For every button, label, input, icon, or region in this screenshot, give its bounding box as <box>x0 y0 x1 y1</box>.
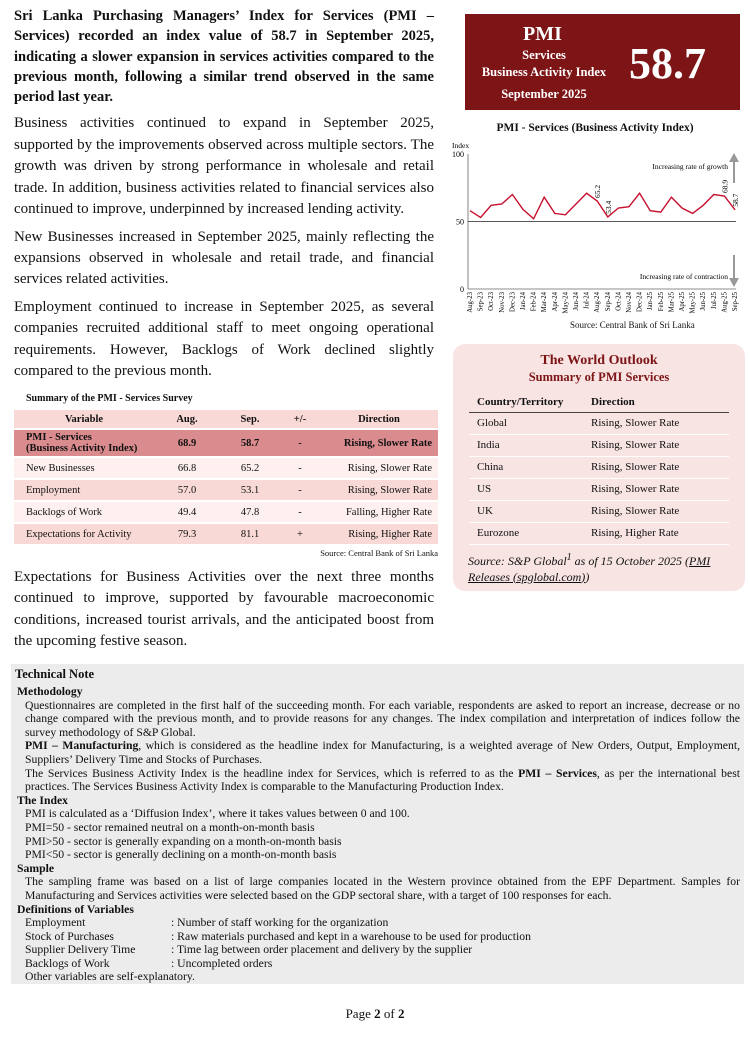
cell-sep: 47.8 <box>220 502 280 522</box>
cell-sep: 53.1 <box>220 480 280 500</box>
definition-desc: : Time lag between order placement and delivery by the supplier <box>171 943 473 957</box>
y-axis-label: Index <box>452 141 470 150</box>
cell-variable: New Businesses <box>14 458 154 478</box>
services-pre: The Services Business Activity Index is the headline index for Services, which is referred to as the <box>25 766 519 780</box>
cell-change: - <box>280 430 320 456</box>
cell-direction: Rising, Slower Rate <box>591 478 729 500</box>
x-tick-label: Nov-24 <box>626 292 633 313</box>
world-header-row <box>469 392 729 412</box>
contraction-arrow-head <box>729 278 739 287</box>
cell-country: India <box>469 434 591 456</box>
x-tick-label: Jun-24 <box>573 292 580 311</box>
source-prefix: Source: S&P Global <box>468 554 567 568</box>
table-row <box>469 412 729 434</box>
cell-sep: 81.1 <box>220 524 280 544</box>
methodology-text: Questionnaires are completed in the first half of the succeeding month. For each variable, respondents are asked to report an increase, decrease or no change compared with the previous month, and to provide reasons for any changes. The index compilation and interpretation of indices follow the survey methodology of S&P Global. <box>25 698 740 739</box>
data-label: 68.9 <box>720 179 730 193</box>
col-header-country: Country/Territory <box>469 392 591 412</box>
variable-line: (Business Activity Index) <box>26 443 138 454</box>
chart-source: Source: Central Bank of Sri Lanka <box>570 320 695 330</box>
cell-direction: Falling, Higher Rate <box>320 502 438 522</box>
index-line: PMI<50 - sector is generally declining on a month-on-month basis <box>25 848 337 862</box>
x-tick-label: Aug-25 <box>721 292 729 313</box>
world-outlook-table <box>469 392 729 545</box>
cell-country: US <box>469 478 591 500</box>
x-tick-label: Dec-23 <box>509 292 517 313</box>
x-tick-label: Aug-24 <box>594 292 602 313</box>
cell-change: - <box>280 458 320 478</box>
page-number <box>0 1006 750 1022</box>
definition-term: Stock of Purchases <box>25 929 114 943</box>
table-row <box>14 480 438 500</box>
pmi-box-sector: Services <box>522 48 566 62</box>
x-tick-label: Apr-25 <box>679 292 686 312</box>
lead-paragraph: Sri Lanka Purchasing Managers’ Index for Services (PMI – Services) recorded an index value of 58.7 in September 2025, indicating a slower expansion in services activities compared to the previous month, following a similar trend observed in the same period last year. <box>14 8 434 106</box>
cell-change: - <box>280 502 320 522</box>
data-label: 58.7 <box>731 193 740 207</box>
page-prefix: Page <box>345 1006 375 1021</box>
technical-note-title: Technical Note <box>15 667 95 681</box>
cell-direction: Rising, Slower Rate <box>591 456 729 478</box>
paragraph-employment: Employment continued to increase in September 2025, as several companies recruited additional staff to meet ongoing operational requirements. However, Backlogs of Work declined slightly compared to the previous month. <box>14 298 434 379</box>
methodology-heading: Methodology <box>17 685 83 698</box>
cell-direction: Rising, Higher Rate <box>320 524 438 544</box>
cell-aug: 49.4 <box>154 502 220 522</box>
data-label: 53.4 <box>603 200 613 214</box>
cell-aug: 68.9 <box>154 430 220 456</box>
cell-variable <box>14 430 154 456</box>
table-row <box>469 522 729 544</box>
world-outlook-source <box>468 550 740 585</box>
definition-desc: : Number of staff working for the organization <box>171 916 389 930</box>
sample-heading: Sample <box>17 861 55 875</box>
survey-summary <box>14 393 438 558</box>
pmi-line-chart <box>446 138 742 320</box>
pmi-box-period: September 2025 <box>501 87 587 101</box>
x-tick-label: Sep-24 <box>604 292 612 312</box>
col-header-direction: Direction <box>320 410 438 428</box>
manufacturing-text <box>17 739 740 766</box>
definition-row <box>17 916 740 930</box>
cell-sep: 65.2 <box>220 458 280 478</box>
table-row <box>14 458 438 478</box>
x-tick-label: Dec-24 <box>636 292 644 313</box>
paragraph-expectations: Expectations for Business Activities over the next three months continued to improve, supported by favourable macroeconomic conditions, increased tourist arrivals, and the anticipated boost from the upcoming festive season. <box>14 569 434 650</box>
main-text <box>14 6 434 382</box>
growth-annotation: Increasing rate of growth <box>652 162 728 171</box>
pmi-headline-box <box>465 14 740 110</box>
definition-row <box>17 930 740 944</box>
manufacturing-term: PMI – Manufacturing <box>25 739 139 753</box>
y-tick-label: 0 <box>460 285 464 294</box>
cell-sep: 58.7 <box>220 430 280 456</box>
index-line: PMI=50 - sector remained neutral on a month-on-month basis <box>25 820 315 834</box>
page-current: 2 <box>374 1006 381 1021</box>
cell-direction: Rising, Slower Rate <box>591 434 729 456</box>
definition-desc: : Uncompleted orders <box>171 956 273 970</box>
col-header-aug: Aug. <box>154 410 220 428</box>
x-tick-label: Nov-23 <box>498 292 506 313</box>
sample-text: The sampling frame was based on a list of large companies located in the Western province obtained from the EPF Department. Samples for Manufacturing and Services activities were selected based on the GDP sectoral share, with a target of 100 responses for each. <box>25 875 740 902</box>
page-of: of <box>380 1006 398 1021</box>
cell-country: UK <box>469 500 591 522</box>
table-row <box>469 478 729 500</box>
pmi-box-title: PMI <box>523 23 562 45</box>
cell-change: + <box>280 524 320 544</box>
world-outlook-panel <box>453 344 745 591</box>
x-tick-label: Oct-24 <box>615 292 623 311</box>
source-footnote-marker: 1 <box>566 552 572 563</box>
cell-variable: Backlogs of Work <box>14 502 154 522</box>
x-tick-label: Jul-24 <box>583 292 591 309</box>
x-tick-label: Sep-23 <box>477 292 485 312</box>
survey-header-row <box>14 410 438 428</box>
pmi-box-value: 58.7 <box>629 39 706 88</box>
y-tick-label: 100 <box>452 150 464 159</box>
world-outlook-title: The World Outlook <box>540 353 658 368</box>
cell-country: China <box>469 456 591 478</box>
x-tick-label: Jan-24 <box>520 292 527 311</box>
y-tick-label: 50 <box>456 217 464 227</box>
chart-title: PMI - Services (Business Activity Index) <box>496 122 694 134</box>
cell-direction: Rising, Slower Rate <box>320 458 438 478</box>
cell-country: Eurozone <box>469 522 591 544</box>
pmi-releases-link[interactable]: PMI Releases (spglobal.com) <box>468 554 711 584</box>
series-line <box>470 193 735 219</box>
x-tick-label: Mar-25 <box>668 292 676 313</box>
index-heading: The Index <box>17 793 68 807</box>
x-tick-label: Mar-24 <box>541 292 549 313</box>
cell-direction: Rising, Slower Rate <box>591 500 729 522</box>
cell-variable: Expectations for Activity <box>14 524 154 544</box>
cell-variable: Employment <box>14 480 154 500</box>
x-tick-label: Feb-24 <box>530 292 538 312</box>
paragraph-new-businesses: New Businesses increased in September 2025, mainly reflecting the expansions observed in wholesale and retail trade, and financial services related activities. <box>14 228 434 288</box>
variable-line: PMI - Services <box>26 432 92 443</box>
x-tick-label: Feb-25 <box>657 292 665 312</box>
cell-aug: 57.0 <box>154 480 220 500</box>
services-text <box>17 767 740 794</box>
cell-direction: Rising, Higher Rate <box>591 522 729 544</box>
data-label: 65.2 <box>593 184 603 198</box>
cell-aug: 79.3 <box>154 524 220 544</box>
index-line: PMI>50 - sector is generally expanding on a month-on-month basis <box>25 834 342 848</box>
table-row <box>469 434 729 456</box>
page-total: 2 <box>397 1006 405 1021</box>
definition-term: Backlogs of Work <box>25 956 110 970</box>
x-tick-label: Apr-24 <box>551 292 559 312</box>
cell-country: Global <box>469 412 591 434</box>
col-header-sep: Sep. <box>220 410 280 428</box>
x-tick-label: Jan-25 <box>647 292 655 311</box>
contraction-annotation: Increasing rate of contraction <box>639 272 728 281</box>
survey-title: Summary of the PMI - Services Survey <box>26 393 193 404</box>
col-header-direction: Direction <box>591 392 729 412</box>
definition-row <box>17 957 740 971</box>
cell-aug: 66.8 <box>154 458 220 478</box>
cell-direction: Rising, Slower Rate <box>320 480 438 500</box>
growth-arrow-head <box>729 153 739 162</box>
definition-row <box>17 943 740 957</box>
table-row <box>469 456 729 478</box>
x-tick-label: May-25 <box>689 292 697 314</box>
definition-term: Employment <box>25 916 86 930</box>
x-tick-label: May-24 <box>562 292 570 314</box>
definition-term: Supplier Delivery Time <box>25 943 136 957</box>
technical-note <box>11 664 744 984</box>
index-line: PMI is calculated as a ‘Diffusion Index’, where it takes values between 0 and 100. <box>25 807 410 821</box>
paragraph-business-activities: Business activities continued to expand in September 2025, supported by the improvements observed across multiple sectors. The growth was driven by strong performance in wholesale and retail trade. In addition, business activities related to financial services also continued to improve, underpinned by increased lending activity. <box>14 115 434 218</box>
survey-source: Source: Central Bank of Sri Lanka <box>320 548 438 558</box>
x-tick-label: Aug-23 <box>467 292 474 313</box>
x-tick-label: Sep-25 <box>732 292 739 312</box>
table-row <box>14 430 438 456</box>
table-row <box>469 500 729 522</box>
services-post: , as per the international best practices. The Services Business Activity Index is comparable to the Manufacturing Production Index. <box>25 766 741 794</box>
survey-table <box>14 408 438 546</box>
source-date: as of 15 October 2025 ( <box>571 554 689 568</box>
x-tick-label: Jul-25 <box>710 292 718 309</box>
definition-desc: : Raw materials purchased and kept in a warehouse to be used for production <box>171 929 531 943</box>
definitions-other: Other variables are self-explanatory. <box>25 970 195 984</box>
x-tick-label: Jun-25 <box>700 292 708 311</box>
pmi-box-index-name: Business Activity Index <box>481 65 607 79</box>
services-term: PMI – Services <box>518 766 597 780</box>
col-header-variable: Variable <box>14 410 154 428</box>
table-row <box>14 502 438 522</box>
x-tick-label: Oct-23 <box>488 292 496 311</box>
definitions-heading: Definitions of Variables <box>17 902 134 916</box>
cell-direction: Rising, Slower Rate <box>320 430 438 456</box>
cell-direction: Rising, Slower Rate <box>591 412 729 434</box>
manufacturing-desc: , which is considered as the headline index for Manufacturing, is a weighted average of New Orders, Output, Employment, Suppliers’ Delivery Time and Stocks of Purchases. <box>25 739 740 766</box>
source-close: ) <box>585 569 590 584</box>
table-row <box>14 524 438 544</box>
col-header-change: +/- <box>280 410 320 428</box>
cell-change: - <box>280 480 320 500</box>
world-outlook-subtitle: Summary of PMI Services <box>528 370 670 384</box>
